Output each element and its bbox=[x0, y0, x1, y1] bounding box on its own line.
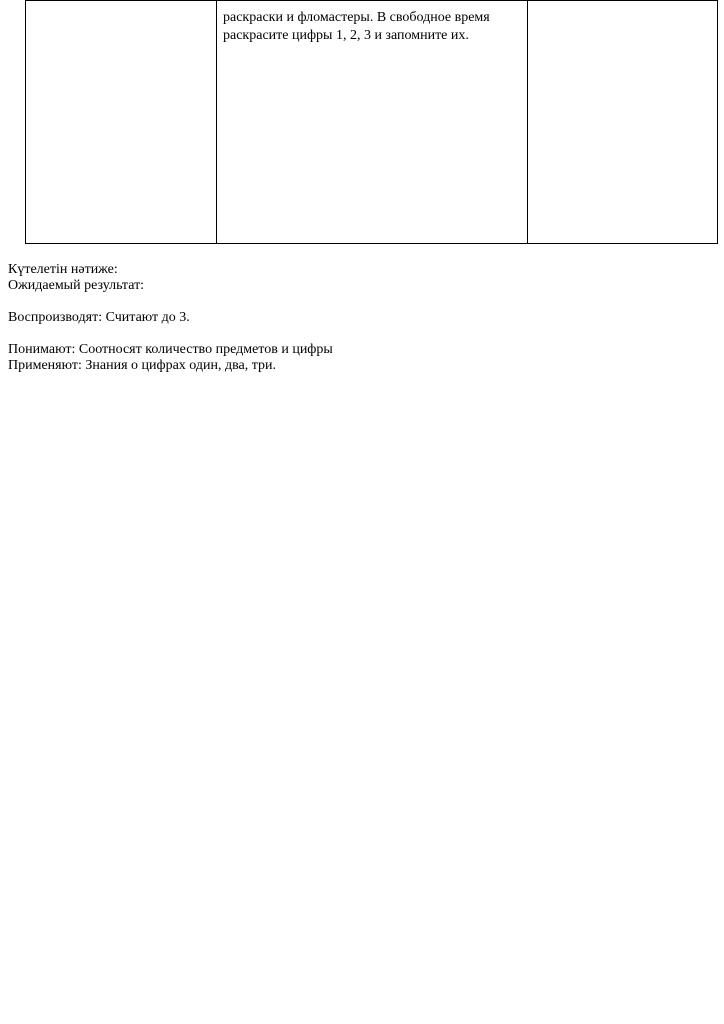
table-cell-left bbox=[26, 1, 217, 244]
expected-results-section bbox=[8, 262, 333, 374]
result-apply: Применяют: Знания о цифрах один, два, три. bbox=[8, 358, 277, 373]
lesson-table bbox=[25, 0, 718, 244]
cell-line: раскраски и фломастеры. В свободное время bbox=[223, 10, 490, 25]
table-cell-left-text bbox=[26, 1, 216, 9]
cell-line: раскрасите цифры 1, 2, 3 и запомните их. bbox=[223, 28, 469, 43]
spacer bbox=[8, 326, 333, 342]
result-reproduce: Воспроизводят: Считают до 3. bbox=[8, 310, 190, 325]
expected-result-heading-ru: Ожидаемый результат: bbox=[8, 278, 145, 293]
spacer bbox=[8, 294, 333, 310]
table-cell-middle bbox=[217, 1, 528, 244]
table-row bbox=[26, 1, 718, 244]
table-cell-right bbox=[528, 1, 718, 244]
table-cell-middle-text bbox=[217, 1, 527, 45]
expected-result-heading-kz: Күтелетін нәтиже: bbox=[8, 262, 118, 277]
table-cell-right-text bbox=[528, 1, 717, 9]
result-understand: Понимают: Соотносят количество предметов и цифры bbox=[8, 342, 333, 357]
